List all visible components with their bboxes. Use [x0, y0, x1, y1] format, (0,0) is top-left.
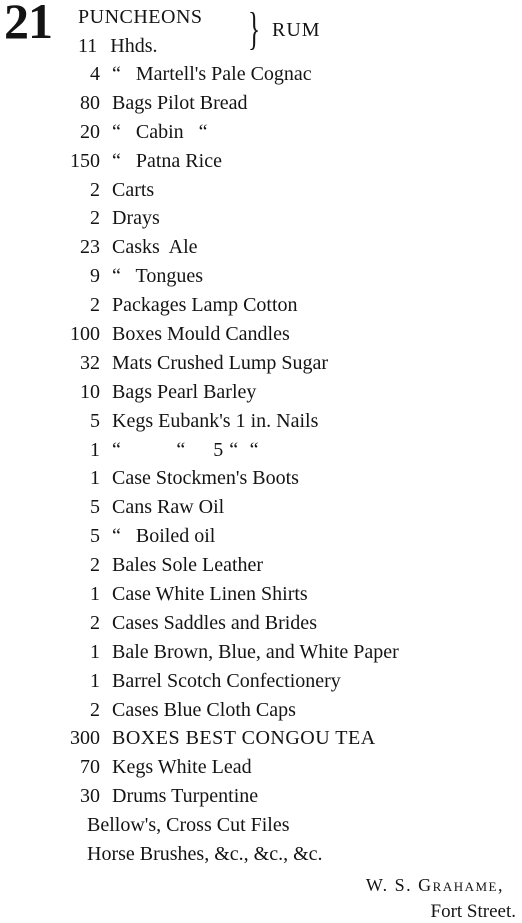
- list-item: [0, 811, 522, 840]
- item-description: BOXES BEST CONGOU TEA: [112, 727, 376, 750]
- list-item: [0, 609, 522, 638]
- item-quantity: 1: [90, 467, 100, 490]
- item-quantity: 32: [80, 351, 100, 374]
- list-item: [0, 407, 522, 436]
- item-description: Barrel Scotch Confectionery: [112, 669, 341, 692]
- item-description: Cans Raw Oil: [112, 496, 225, 519]
- item-description: Packages Lamp Cotton: [112, 294, 298, 317]
- list-item: [0, 724, 522, 753]
- merchant-name: W. S. Grahame,: [365, 875, 504, 895]
- list-item: [0, 522, 522, 551]
- list-item: [0, 60, 522, 89]
- item-quantity: 100: [70, 323, 100, 346]
- list-item: [0, 262, 522, 291]
- second-entry: [78, 36, 158, 56]
- item-description: “ Tongues: [112, 265, 203, 288]
- item-quantity: 1: [90, 669, 100, 692]
- bracketed-item: RUM: [272, 19, 321, 41]
- list-item: [0, 551, 522, 580]
- list-item: [0, 118, 522, 147]
- item-description: Boxes Mould Candles: [112, 323, 290, 346]
- item-description: Drums Turpentine: [112, 785, 259, 808]
- list-item: [0, 176, 522, 205]
- item-quantity: 1: [90, 438, 100, 461]
- item-description: Mats Crushed Lump Sugar: [112, 351, 329, 374]
- item-description: Bellow's, Cross Cut Files: [87, 814, 290, 837]
- item-quantity: 23: [80, 236, 100, 259]
- list-item: [0, 378, 522, 407]
- list-item: [0, 580, 522, 609]
- second-quantity: 11: [78, 35, 98, 57]
- item-description: Bags Pilot Bread: [112, 91, 248, 114]
- item-quantity: 2: [90, 294, 100, 317]
- list-item: [0, 667, 522, 696]
- list-item: [0, 493, 522, 522]
- item-quantity: 2: [90, 554, 100, 577]
- lead-entry: [0, 0, 522, 62]
- item-description: Bales Sole Leather: [112, 554, 264, 577]
- item-description: “ Patna Rice: [112, 149, 222, 172]
- item-description: Kegs Eubank's 1 in. Nails: [112, 409, 319, 432]
- item-quantity: 2: [90, 611, 100, 634]
- item-quantity: 70: [80, 756, 100, 779]
- item-quantity: 300: [70, 727, 100, 750]
- second-description: Hhds.: [110, 35, 158, 57]
- item-description: Carts: [112, 178, 155, 201]
- item-description: Case Stockmen's Boots: [112, 467, 299, 490]
- item-description: Casks Ale: [112, 236, 198, 259]
- item-quantity: 5: [90, 525, 100, 548]
- item-quantity: 4: [90, 63, 100, 85]
- item-quantity: 1: [90, 583, 100, 606]
- list-item: [0, 753, 522, 782]
- item-list: [0, 60, 522, 869]
- item-quantity: 5: [90, 496, 100, 519]
- item-description: “ “ 5 “ “: [112, 438, 260, 461]
- list-item: [0, 696, 522, 725]
- item-quantity: 80: [80, 91, 100, 114]
- list-item: [0, 204, 522, 233]
- lead-quantity: 21: [4, 0, 52, 49]
- list-item: [0, 233, 522, 262]
- list-item: [0, 840, 522, 869]
- list-item: [0, 464, 522, 493]
- item-description: “ Cabin “: [112, 120, 208, 143]
- item-quantity: 30: [80, 785, 100, 808]
- item-description: Horse Brushes, &c., &c., &c.: [87, 843, 323, 866]
- item-description: Cases Blue Cloth Caps: [112, 698, 296, 721]
- item-quantity: 2: [90, 207, 100, 230]
- item-quantity: 2: [90, 178, 100, 201]
- item-quantity: 9: [90, 265, 100, 288]
- item-description: Cases Saddles and Brides: [112, 611, 317, 634]
- item-quantity: 1: [90, 640, 100, 663]
- list-item: [0, 291, 522, 320]
- lead-description: PUNCHEONS: [78, 6, 203, 28]
- brace-glyph: }: [248, 3, 261, 54]
- item-quantity: 20: [80, 120, 100, 143]
- item-quantity: 5: [90, 409, 100, 432]
- list-item: [0, 147, 522, 176]
- item-description: Drays: [112, 207, 160, 230]
- merchant-address: Fort Street.: [430, 901, 516, 922]
- item-description: Case White Linen Shirts: [112, 583, 308, 606]
- item-description: Kegs White Lead: [112, 756, 252, 779]
- item-description: Bale Brown, Blue, and White Paper: [112, 640, 399, 663]
- list-item: [0, 349, 522, 378]
- list-item: [0, 436, 522, 465]
- list-item: [0, 782, 522, 811]
- list-item: [0, 89, 522, 118]
- item-description: “ Boiled oil: [112, 525, 216, 548]
- item-quantity: 150: [70, 149, 100, 172]
- item-description: “ Martell's Pale Cognac: [112, 63, 312, 85]
- list-item: [0, 320, 522, 349]
- list-item: [0, 638, 522, 667]
- item-quantity: 2: [90, 698, 100, 721]
- item-description: Bags Pearl Barley: [112, 380, 257, 403]
- item-quantity: 10: [80, 380, 100, 403]
